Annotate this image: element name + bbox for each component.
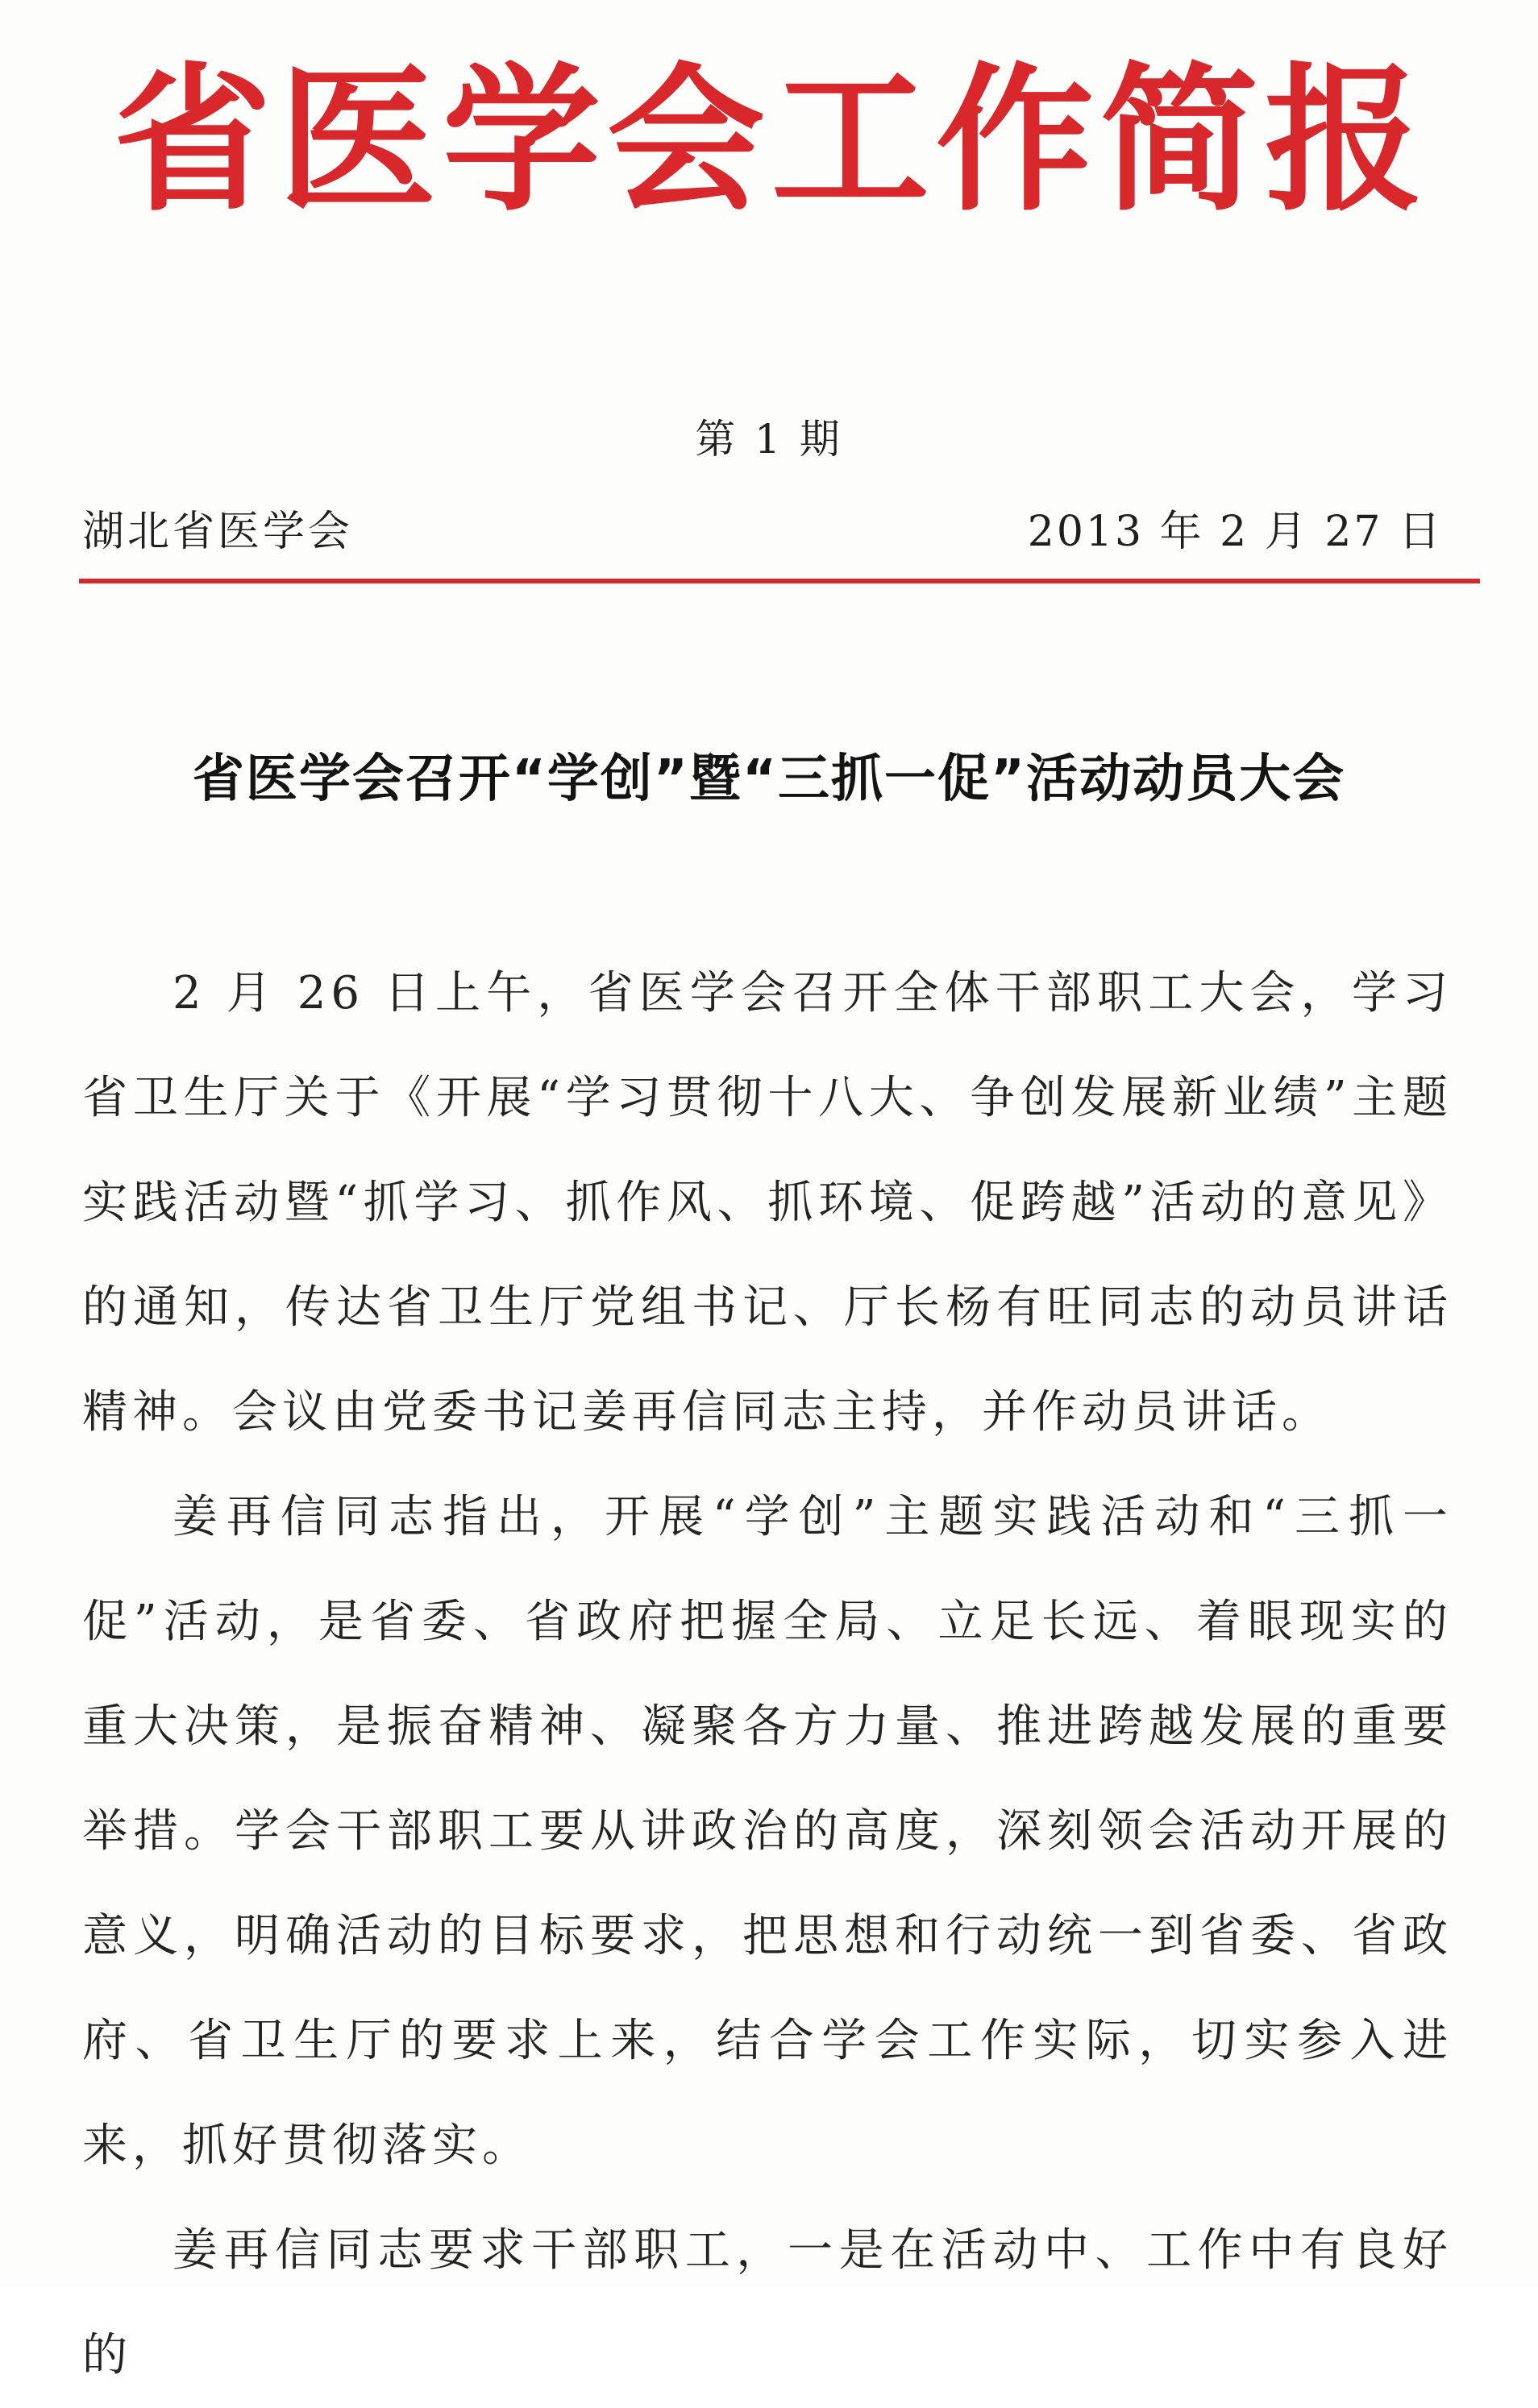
paragraph: 姜再信同志指出，开展“学创”主题实践活动和“三抓一促”活动，是省委、省政府把握全局、立足长远、着眼现实的重大决策，是振奋精神、凝聚各方力量、推进跨越发展的重要举措。学会干部职工要从讲政治的高度，深刻领会活动开展的意义，明确活动的目标要求，把思想和行动统一到省委、省政府、省卫生厅的要求上来，结合学会工作实际，切实参入进来，抓好贯彻落实。 [82,1491,1453,2172]
masthead-title: 省医学会工作简报 [113,49,1429,233]
article-body [82,941,1453,2408]
paragraph: 2 月 26 日上午，省医学会召开全体干部职工大会，学习省卫生厅关于《开展“学习贯彻十八大、争创发展新业绩”主题实践活动暨“抓学习、抓作风、抓环境、促跨越”活动的意见》的通知，传达省卫生厅党组书记、厅长杨有旺同志的动员讲话精神。会议由党委书记姜再信同志主持，并作动员讲话。 [82,967,1453,1439]
header-divider [79,579,1480,583]
publish-date: 2013 年 2 月 27 日 [1027,508,1443,556]
paragraph: 姜再信同志要求干部职工，一是在活动中、工作中有良好的 [82,2224,1453,2381]
article-title: 省医学会召开“学创”暨“三抓一促”活动动员大会 [192,749,1346,809]
publisher-name: 湖北省医学会 [82,508,354,556]
issue-number: 第 1 期 [695,416,843,463]
